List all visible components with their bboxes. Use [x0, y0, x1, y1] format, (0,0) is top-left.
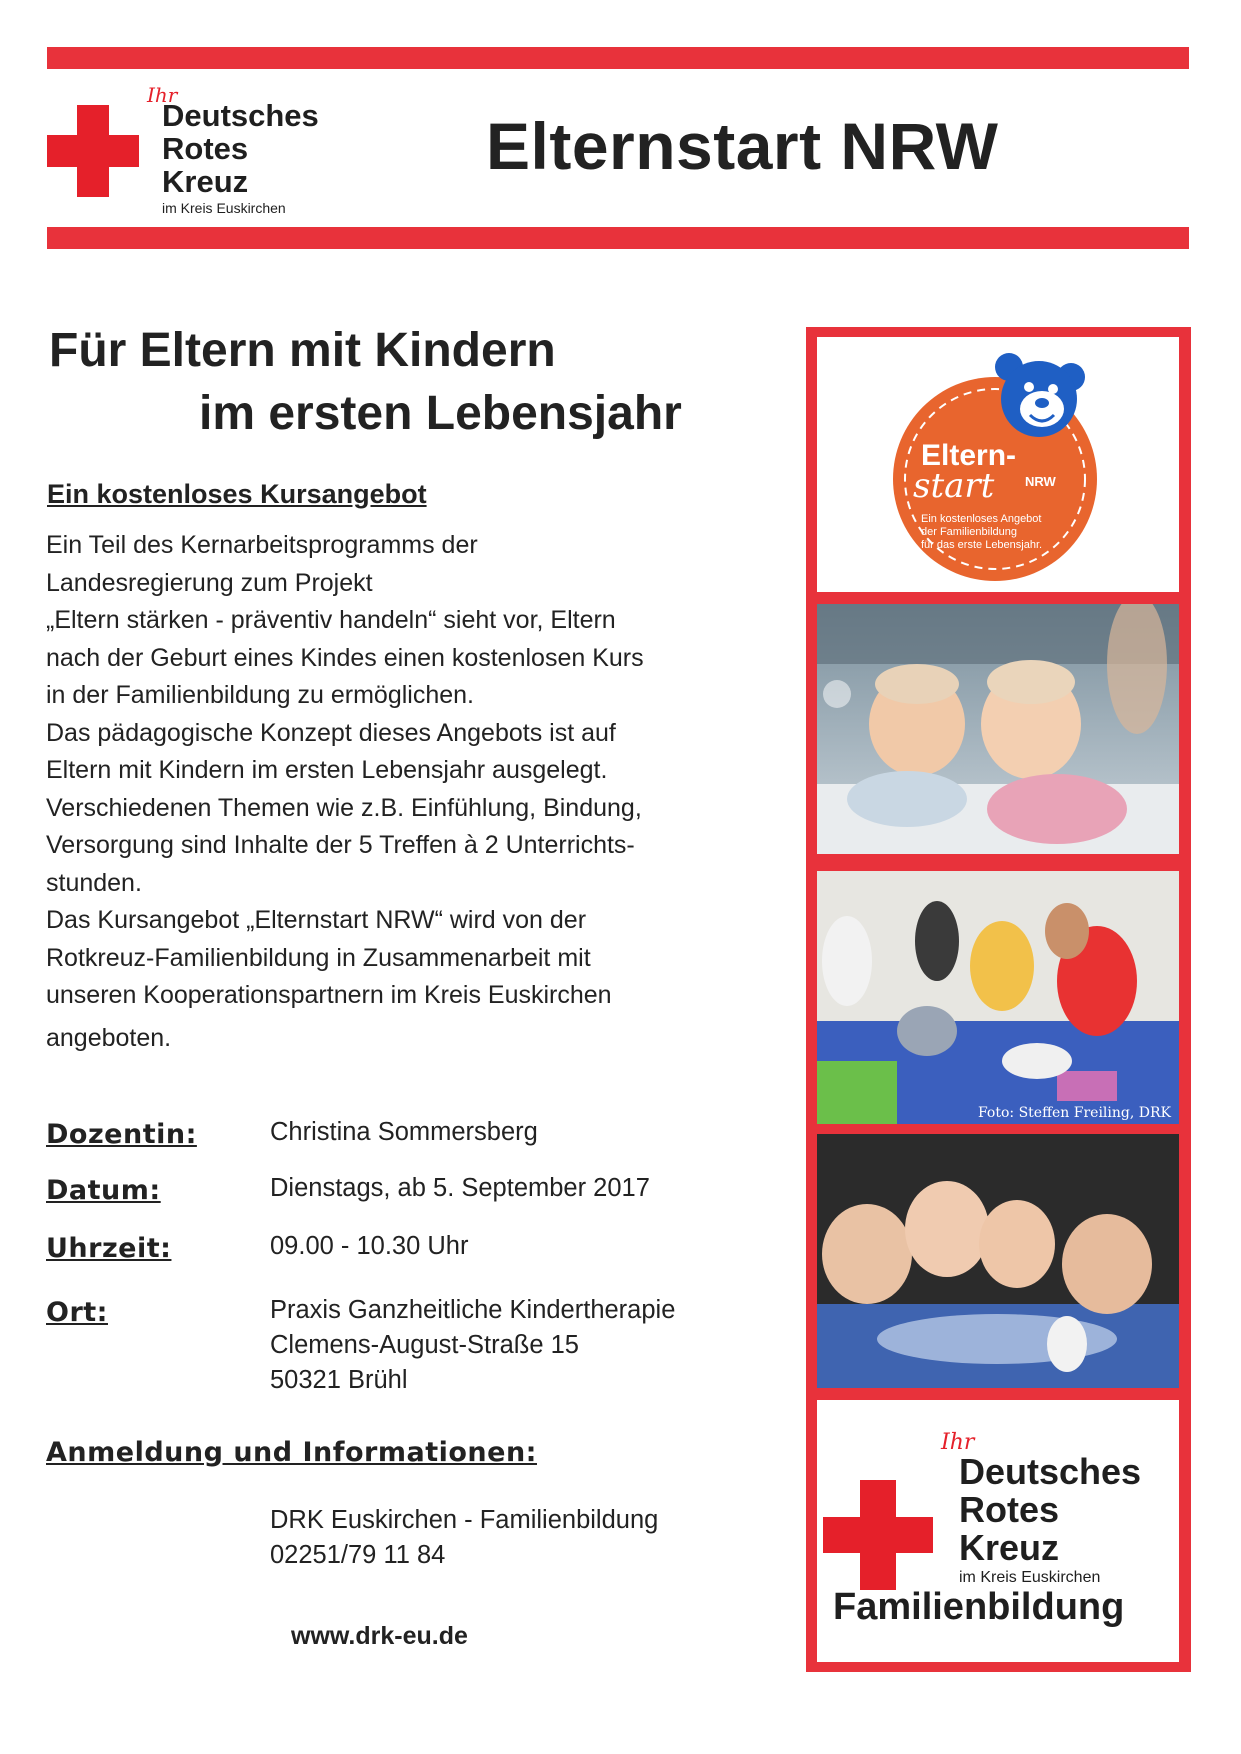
header-bottom-bar	[47, 227, 1189, 249]
uhrzeit-label: Uhrzeit:	[46, 1233, 172, 1264]
logo-subline: im Kreis Euskirchen	[959, 1569, 1101, 1586]
logo-ihr: Ihr	[941, 1430, 975, 1455]
body-line: unseren Kooperationspartnern im Kreis Euskirchen	[46, 981, 612, 1009]
elternstart-badge	[817, 337, 1179, 592]
body-text	[46, 527, 746, 1057]
ort-line-3: 50321 Brühl	[270, 1366, 408, 1394]
photo-babies-crawling	[817, 1134, 1179, 1388]
photo-parents-group	[817, 871, 1179, 1124]
body-line: „Eltern stärken - präventiv handeln“ sieht vor, Eltern	[46, 606, 616, 634]
badge-title-2: start	[913, 466, 995, 506]
body-line: Rotkreuz-Familienbildung in Zusammenarbeit mit	[46, 943, 591, 972]
logo-line-3: Kreuz	[162, 164, 249, 199]
dozentin-value: Christina Sommersberg	[270, 1118, 538, 1146]
body-line: stunden.	[46, 868, 142, 897]
familienbildung-label: Familienbildung	[833, 1586, 1125, 1628]
page-title: Elternstart NRW	[486, 109, 999, 183]
datum-label: Datum:	[46, 1175, 161, 1206]
photo-credit: Foto: Steffen Freiling, DRK	[977, 1105, 1171, 1121]
badge-tagline-1: Ein kostenloses Angebot	[921, 513, 1042, 525]
datum-value: Dienstags, ab 5. September 2017	[270, 1174, 650, 1202]
logo-line-1: Deutsches	[959, 1451, 1142, 1492]
uhrzeit-value: 09.00 - 10.30 Uhr	[270, 1232, 469, 1260]
body-line: Eltern mit Kindern im ersten Lebensjahr ausgelegt.	[46, 756, 608, 784]
body-line: Landesregierung zum Projekt	[46, 568, 373, 597]
red-cross-icon	[47, 105, 139, 197]
drk-familienbildung-panel	[817, 1400, 1179, 1662]
dozentin-label: Dozentin:	[46, 1119, 197, 1150]
body-line: angeboten.	[46, 1023, 172, 1052]
body-line: nach der Geburt eines Kindes einen kostenlosen Kurs	[46, 643, 644, 672]
ort-line-2: Clemens-August-Straße 15	[270, 1331, 579, 1359]
body-line: Ein Teil des Kernarbeitsprogramms der	[46, 531, 478, 559]
logo-line-2: Rotes	[959, 1489, 1060, 1530]
body-line: Das pädagogische Konzept dieses Angebots ist auf	[46, 718, 616, 747]
website-link[interactable]: www.drk-eu.de	[291, 1622, 468, 1650]
red-cross-icon	[823, 1480, 933, 1590]
badge-tagline-3: für das erste Lebensjahr.	[921, 539, 1043, 551]
logo-line-3: Kreuz	[959, 1527, 1060, 1568]
logo-line-1: Deutsches	[162, 98, 319, 133]
badge-title-1: Eltern-	[921, 439, 1017, 472]
badge-nrw: NRW	[1025, 474, 1056, 489]
body-line: Verschiedenen Themen wie z.B. Einfühlung, Bindung,	[46, 793, 642, 822]
ort-line-1: Praxis Ganzheitliche Kindertherapie	[270, 1296, 676, 1324]
drk-logo-header	[47, 85, 367, 220]
photo-babies-lying	[817, 604, 1179, 854]
ort-label: Ort:	[46, 1297, 108, 1328]
elternstart-badge-panel	[817, 337, 1179, 592]
body-line: in der Familienbildung zu ermöglichen.	[46, 681, 475, 709]
contact-line-2: 02251/79 11 84	[270, 1541, 446, 1569]
body-line: Versorgung sind Inhalte der 5 Treffen à 2 Unterrichts-	[46, 831, 635, 859]
anmeldung-label: Anmeldung und Informationen:	[46, 1437, 537, 1468]
logo-ihr: Ihr	[147, 83, 178, 107]
logo-subline: im Kreis Euskirchen	[162, 200, 286, 216]
logo-line-2: Rotes	[162, 131, 249, 166]
badge-tagline-2: der Familienbildung	[921, 526, 1017, 538]
subheading: Ein kostenloses Kursangebot	[47, 479, 427, 509]
main-heading-line-2: im ersten Lebensjahr	[199, 387, 682, 440]
header-top-bar	[47, 47, 1189, 69]
contact-line-1: DRK Euskirchen - Familienbildung	[270, 1506, 659, 1534]
main-heading-line-1: Für Eltern mit Kindern	[49, 324, 556, 377]
body-line: Das Kursangebot „Elternstart NRW“ wird von der	[46, 906, 587, 934]
